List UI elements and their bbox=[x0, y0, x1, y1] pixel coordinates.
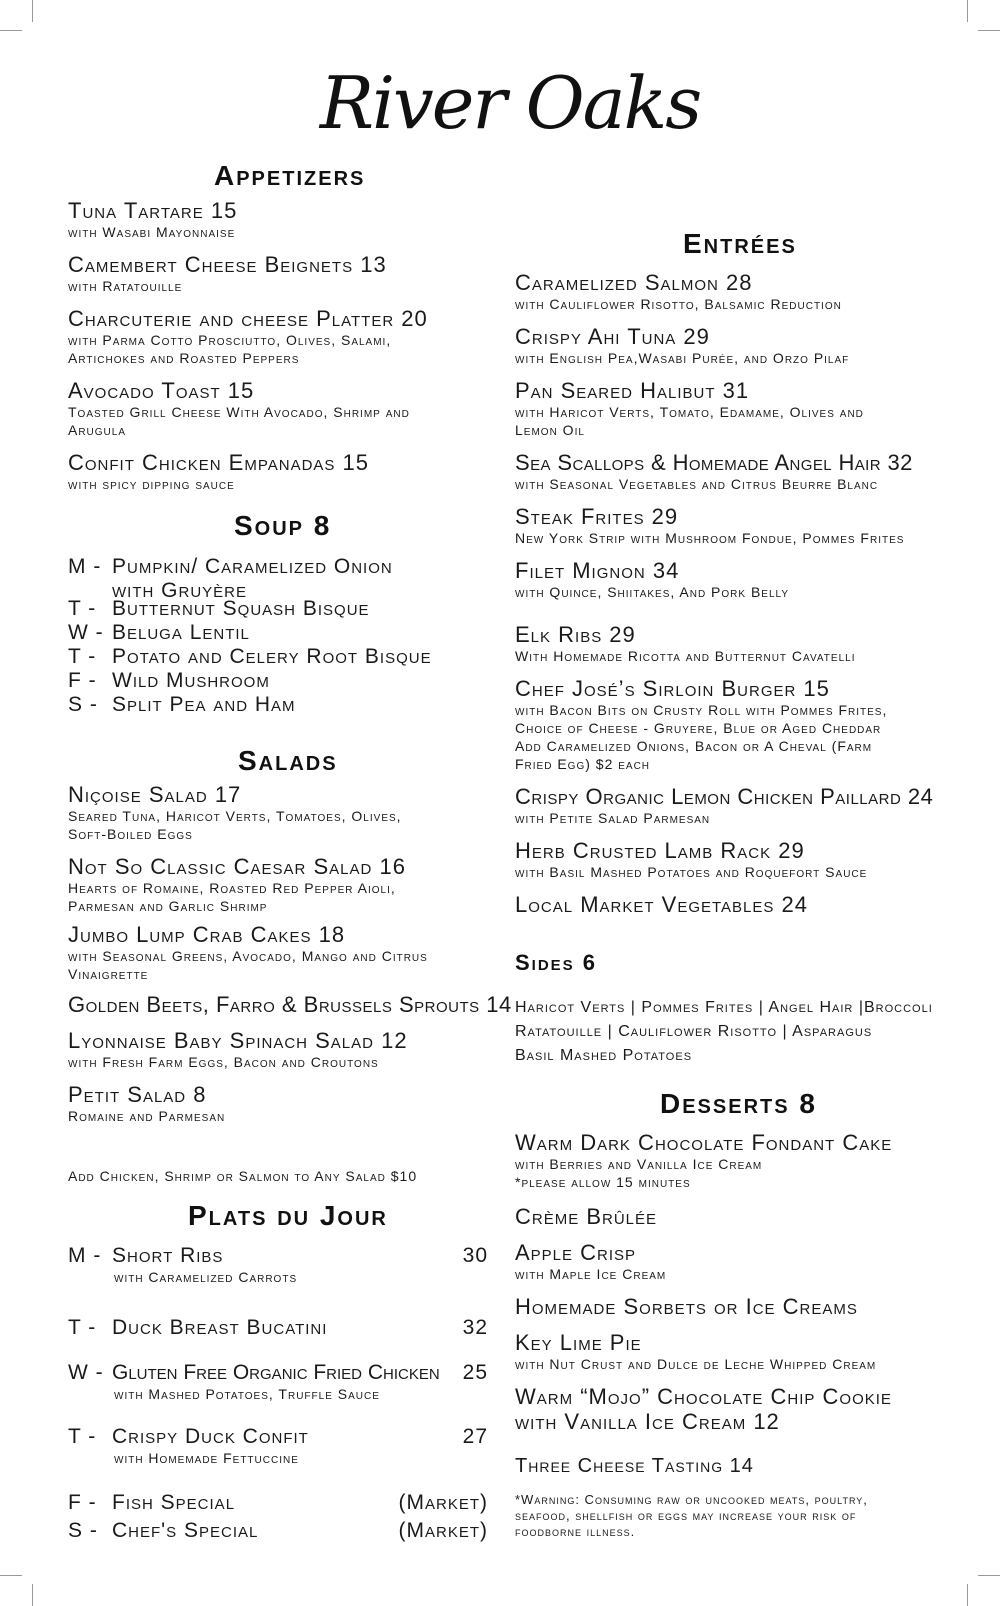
sides-line: Basil Mashed Potatoes bbox=[515, 1047, 693, 1064]
crop-mark bbox=[967, 0, 968, 22]
soup-day: W - bbox=[68, 621, 104, 644]
item-name: Not So Classic Caesar Salad 16 bbox=[68, 854, 406, 879]
menu-item bbox=[68, 198, 498, 241]
item-name: Caramelized Salmon 28 bbox=[515, 270, 753, 295]
crop-mark bbox=[0, 30, 22, 31]
soup-name: Pumpkin/ Caramelized Onion with Gruyère bbox=[112, 555, 393, 602]
item-name: Filet Mignon 34 bbox=[515, 558, 680, 583]
soup-row bbox=[68, 645, 432, 669]
item-desc: Romaine and Parmesan bbox=[68, 1108, 226, 1124]
plat-row bbox=[68, 1315, 488, 1340]
soup-name: Beluga Lentil bbox=[112, 621, 250, 644]
menu-item bbox=[515, 450, 935, 493]
soup-day: F - bbox=[68, 669, 97, 692]
item-desc: Seared Tuna, Haricot Verts, Tomatoes, Olives, Soft-Boiled Eggs bbox=[68, 808, 402, 842]
plat-name: Chef's Special bbox=[112, 1519, 259, 1542]
soup-row bbox=[68, 669, 270, 693]
item-name: Herb Crusted Lamb Rack 29 bbox=[515, 838, 805, 863]
menu-item bbox=[68, 854, 428, 915]
soup-row bbox=[68, 555, 448, 603]
item-desc: with Nut Crust and Dulce de Leche Whipped Cream bbox=[515, 1356, 877, 1372]
item-name: Petit Salad 8 bbox=[68, 1082, 207, 1107]
plat-row bbox=[68, 1490, 488, 1515]
item-name: Elk Ribs 29 bbox=[515, 622, 636, 647]
item-desc: Toasted Grill Cheese With Avocado, Shrimp and Arugula bbox=[68, 404, 410, 438]
plat-row bbox=[68, 1424, 488, 1467]
item-name: Jumbo Lump Crab Cakes 18 bbox=[68, 922, 346, 947]
menu-item bbox=[68, 992, 512, 1017]
crop-mark bbox=[32, 0, 33, 22]
item-name: Charcuterie and cheese Platter 20 bbox=[68, 306, 428, 331]
menu-item bbox=[515, 1294, 935, 1319]
sides-heading: Sides 6 bbox=[515, 950, 598, 975]
plat-price: (Market) bbox=[398, 1491, 488, 1514]
crop-mark bbox=[967, 1584, 968, 1606]
plat-name: Crispy Duck Confit bbox=[112, 1425, 309, 1448]
menu-item bbox=[515, 1204, 935, 1229]
item-name: Confit Chicken Empanadas 15 bbox=[68, 450, 369, 475]
item-desc: with spicy dipping sauce bbox=[68, 476, 235, 492]
soup-day: S - bbox=[68, 693, 98, 716]
item-name: Warm Dark Chocolate Fondant Cake bbox=[515, 1130, 893, 1155]
item-desc: with Wasabi Mayonnaise bbox=[68, 224, 236, 240]
crop-mark bbox=[0, 1575, 22, 1576]
soup-name: Wild Mushroom bbox=[112, 669, 270, 692]
plat-day: M - bbox=[68, 1244, 102, 1267]
restaurant-logo: River Oaks bbox=[319, 61, 701, 145]
item-name: Pan Seared Halibut 31 bbox=[515, 378, 750, 403]
plat-day: F - bbox=[68, 1491, 97, 1514]
plat-desc: with Homemade Fettuccine bbox=[114, 1450, 299, 1466]
crop-mark bbox=[978, 1575, 1000, 1576]
item-desc: with Fresh Farm Eggs, Bacon and Croutons bbox=[68, 1054, 379, 1070]
soup-name: Split Pea and Ham bbox=[112, 693, 296, 716]
menu-item bbox=[515, 784, 935, 827]
menu-item bbox=[515, 270, 935, 313]
plats-heading: Plats du Jour bbox=[188, 1200, 388, 1231]
item-name: Golden Beets, Farro & Brussels Sprouts 14 bbox=[68, 992, 512, 1017]
item-desc: with Basil Mashed Potatoes and Roquefort Sauce bbox=[515, 864, 868, 880]
item-name: Local Market Vegetables 24 bbox=[515, 892, 808, 917]
plat-price: 25 bbox=[462, 1361, 488, 1384]
plat-row bbox=[68, 1360, 488, 1403]
item-name: Lyonnaise Baby Spinach Salad 12 bbox=[68, 1028, 408, 1053]
menu-item bbox=[515, 378, 895, 439]
menu-item bbox=[68, 450, 498, 493]
item-desc: with Maple Ice Cream bbox=[515, 1266, 667, 1282]
item-desc: with Seasonal Greens, Avocado, Mango and Citrus Vinaigrette bbox=[68, 948, 428, 982]
item-name: Chef José’s Sirloin Burger 15 bbox=[515, 676, 830, 701]
menu-item bbox=[515, 1130, 895, 1191]
entrees-heading: Entrées bbox=[683, 228, 797, 259]
item-name: Camembert Cheese Beignets 13 bbox=[68, 252, 387, 277]
plat-day: T - bbox=[68, 1316, 97, 1339]
menu-item bbox=[515, 1384, 905, 1434]
plat-row bbox=[68, 1518, 488, 1543]
menu-item bbox=[515, 324, 935, 367]
item-desc: Hearts of Romaine, Roasted Red Pepper Aioli, Parmesan and Garlic Shrimp bbox=[68, 880, 396, 914]
soup-name: Potato and Celery Root Bisque bbox=[112, 645, 432, 668]
plat-price: (Market) bbox=[398, 1519, 488, 1542]
menu-item bbox=[515, 622, 935, 665]
menu-item bbox=[515, 558, 935, 601]
plat-day: W - bbox=[68, 1361, 104, 1384]
soup-heading: Soup 8 bbox=[234, 510, 332, 541]
item-name: Niçoise Salad 17 bbox=[68, 782, 242, 807]
item-desc: with Haricot Verts, Tomato, Edamame, Olives and Lemon Oil bbox=[515, 404, 864, 438]
item-name: Three Cheese Tasting 14 bbox=[515, 1455, 754, 1477]
item-name: Apple Crisp bbox=[515, 1240, 637, 1265]
item-name: Homemade Sorbets or Ice Creams bbox=[515, 1294, 858, 1319]
item-name: Key Lime Pie bbox=[515, 1330, 642, 1355]
item-desc: with Petite Salad Parmesan bbox=[515, 810, 711, 826]
soup-row bbox=[68, 621, 250, 645]
item-desc: New York Strip with Mushroom Fondue, Pommes Frites bbox=[515, 530, 905, 546]
menu-item bbox=[68, 782, 428, 843]
item-name: Steak Frites 29 bbox=[515, 504, 679, 529]
soup-row bbox=[68, 693, 296, 717]
soup-row bbox=[68, 597, 370, 621]
item-desc: with Quince, Shiitakes, And Pork Belly bbox=[515, 584, 790, 600]
item-desc: with Cauliflower Risotto, Balsamic Reduction bbox=[515, 296, 842, 312]
desserts-heading: Desserts 8 bbox=[660, 1088, 817, 1119]
crop-mark bbox=[32, 1584, 33, 1606]
menu-item bbox=[515, 1240, 935, 1283]
menu-item bbox=[515, 676, 910, 773]
plat-price: 32 bbox=[462, 1316, 488, 1339]
item-desc: with Seasonal Vegetables and Citrus Beurre Blanc bbox=[515, 476, 879, 492]
sides-line: Ratatouille | Cauliflower Risotto | Asparagus bbox=[515, 1023, 873, 1040]
item-desc: With Homemade Ricotta and Butternut Cavatelli bbox=[515, 648, 856, 664]
item-name: Warm “Mojo” Chocolate Chip Cookie with Vanilla Ice Cream 12 bbox=[515, 1384, 892, 1434]
item-desc: with Bacon Bits on Crusty Roll with Pommes Frites, Choice of Cheese - Gruyere, Blue or Aged Cheddar Add Caramelized Onions, Bacon or A Cheval (Farm Fried Egg) $2 each bbox=[515, 702, 888, 772]
item-desc: with Berries and Vanilla Ice Cream *please allow 15 minutes bbox=[515, 1156, 763, 1190]
item-desc: with English Pea,Wasabi Purée, and Orzo Pilaf bbox=[515, 350, 850, 366]
plat-desc: with Caramelized Carrots bbox=[114, 1269, 298, 1285]
salads-heading: Salads bbox=[238, 745, 338, 776]
soup-day: M - bbox=[68, 555, 102, 578]
plat-desc: with Mashed Potatoes, Truffle Sauce bbox=[114, 1386, 380, 1402]
menu-item bbox=[515, 504, 935, 547]
menu-item bbox=[68, 306, 428, 367]
plat-day: S - bbox=[68, 1519, 98, 1542]
item-desc: with Ratatouille bbox=[68, 278, 183, 294]
soup-name: Butternut Squash Bisque bbox=[112, 597, 370, 620]
item-name: Crispy Ahi Tuna 29 bbox=[515, 324, 710, 349]
item-name: Avocado Toast 15 bbox=[68, 378, 255, 403]
plat-name: Short Ribs bbox=[112, 1244, 224, 1267]
menu-item bbox=[515, 1330, 935, 1373]
menu-item bbox=[515, 838, 935, 881]
menu-item bbox=[68, 1028, 498, 1071]
menu-item bbox=[515, 892, 935, 917]
plat-name: Fish Special bbox=[112, 1491, 236, 1514]
item-name: Crème Brûlée bbox=[515, 1204, 658, 1229]
menu-item bbox=[68, 922, 428, 983]
appetizers-heading: Appetizers bbox=[214, 160, 366, 191]
sides-line: Haricot Verts | Pommes Frites | Angel Hair |Broccoli bbox=[515, 999, 933, 1016]
menu-item bbox=[515, 1454, 935, 1479]
item-desc: with Parma Cotto Prosciutto, Olives, Salami, Artichokes and Roasted Peppers bbox=[68, 332, 392, 366]
plat-price: 27 bbox=[462, 1425, 488, 1448]
menu-item bbox=[68, 378, 428, 439]
plat-row bbox=[68, 1243, 488, 1286]
menu-item bbox=[68, 1082, 498, 1125]
health-warning: *Warning: Consuming raw or uncooked meats, poultry, seafood, shellfish or eggs may increase your risk of foodborne illness. bbox=[515, 1492, 868, 1539]
plat-name: Gluten Free Organic Fried Chicken bbox=[112, 1361, 440, 1384]
plat-name: Duck Breast Bucatini bbox=[112, 1316, 328, 1339]
soup-day: T - bbox=[68, 597, 97, 620]
salad-addon-note: Add Chicken, Shrimp or Salmon to Any Salad $10 bbox=[68, 1168, 418, 1184]
soup-day: T - bbox=[68, 645, 97, 668]
item-name: Tuna Tartare 15 bbox=[68, 198, 238, 223]
item-name: Crispy Organic Lemon Chicken Paillard 24 bbox=[515, 784, 934, 809]
plat-day: T - bbox=[68, 1425, 97, 1448]
plat-price: 30 bbox=[462, 1244, 488, 1267]
menu-item bbox=[68, 252, 498, 295]
crop-mark bbox=[978, 30, 1000, 31]
item-name: Sea Scallops & Homemade Angel Hair 32 bbox=[515, 450, 913, 475]
